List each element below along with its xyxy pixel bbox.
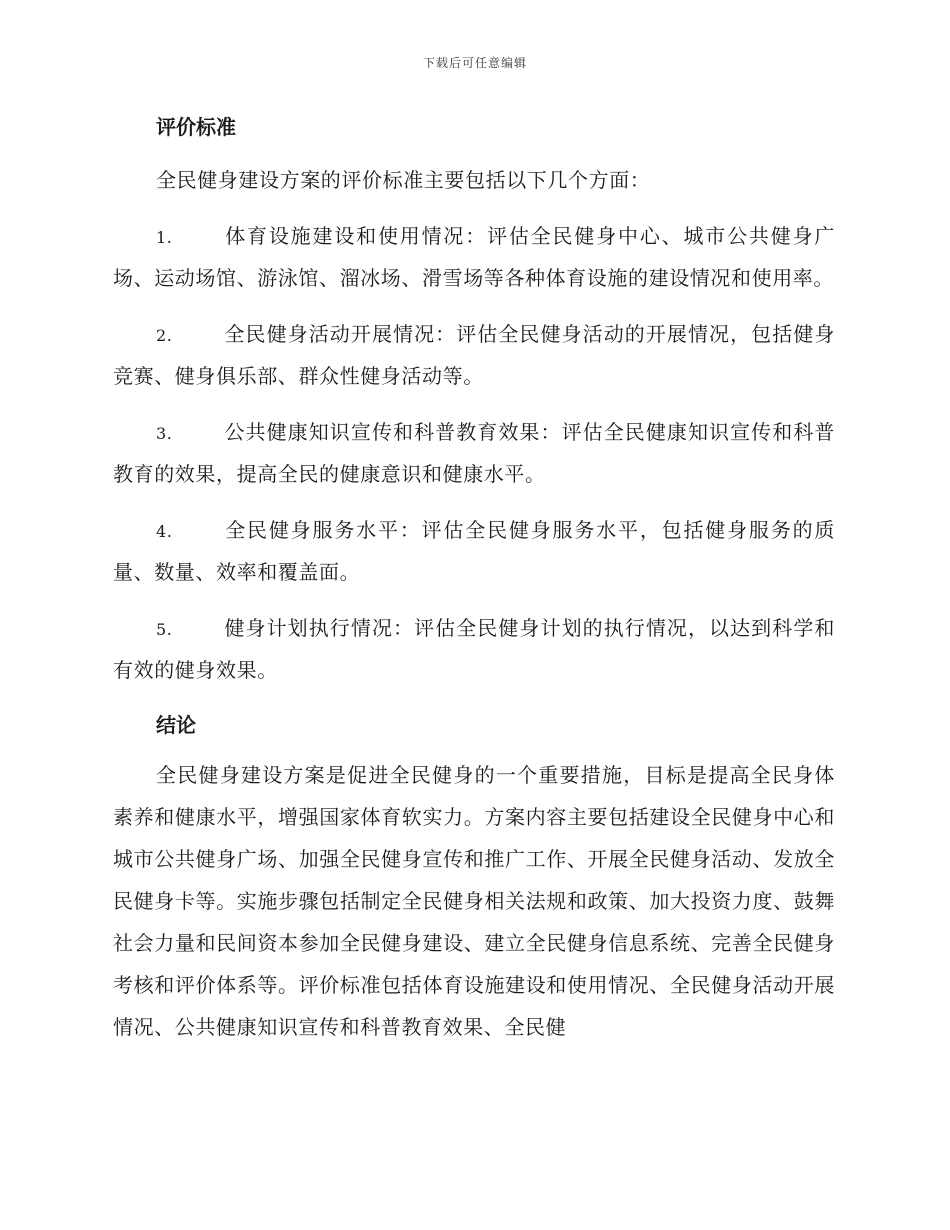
document-body xyxy=(113,108,835,1048)
list-item xyxy=(113,216,835,299)
list-item-text: 全民健身活动开展情况：评估全民健身活动的开展情况，包括健身竞赛、健身俱乐部、群众性健身活动等。 xyxy=(113,322,835,388)
section-heading-evaluation: 评价标准 xyxy=(156,115,236,139)
list-item xyxy=(113,510,835,593)
list-item-number: 3. xyxy=(156,424,173,443)
list-item-number: 4. xyxy=(156,522,173,541)
list-item xyxy=(113,314,835,397)
section-heading-conclusion: 结论 xyxy=(156,713,196,737)
list-item xyxy=(113,608,835,691)
list-item-text: 全民健身服务水平：评估全民健身服务水平，包括健身服务的质量、数量、效率和覆盖面。 xyxy=(113,518,835,584)
list-item-text: 公共健康知识宣传和科普教育效果：评估全民健康知识宣传和科普教育的效果，提高全民的健康意识和健康水平。 xyxy=(113,420,835,486)
conclusion-paragraph: 全民健身建设方案是促进全民健身的一个重要措施，目标是提高全民身体素养和健康水平，增强国家体育软实力。方案内容主要包括建设全民健身中心和城市公共健身广场、加强全民健身宣传和推广工作、开展全民健身活动、发放全民健身卡等。实施步骤包括制定全民健身相关法规和政策、加大投资力度、鼓舞社会力量和民间资本参加全民健身建设、建立全民健身信息系统、完善全民健身考核和评价体系等。评价标准包括体育设施建设和使用情况、全民健身活动开展情况、公共健康知识宣传和科普教育效果、全民健 xyxy=(113,763,835,1039)
list-item xyxy=(113,412,835,495)
list-item-number: 2. xyxy=(156,326,173,345)
section-intro-paragraph: 全民健身建设方案的评价标准主要包括以下几个方面： xyxy=(156,168,651,192)
list-item-number: 1. xyxy=(156,228,173,247)
list-item-text: 健身计划执行情况：评估全民健身计划的执行情况，以达到科学和有效的健身效果。 xyxy=(113,616,835,682)
page-header-note: 下载后可任意编辑 xyxy=(422,56,527,70)
list-item-text: 体育设施建设和使用情况：评估全民健身中心、城市公共健身广场、运动场馆、游泳馆、溜冰场、滑雪场等各种体育设施的建设情况和使用率。 xyxy=(113,224,835,290)
list-item-number: 5. xyxy=(156,620,173,639)
